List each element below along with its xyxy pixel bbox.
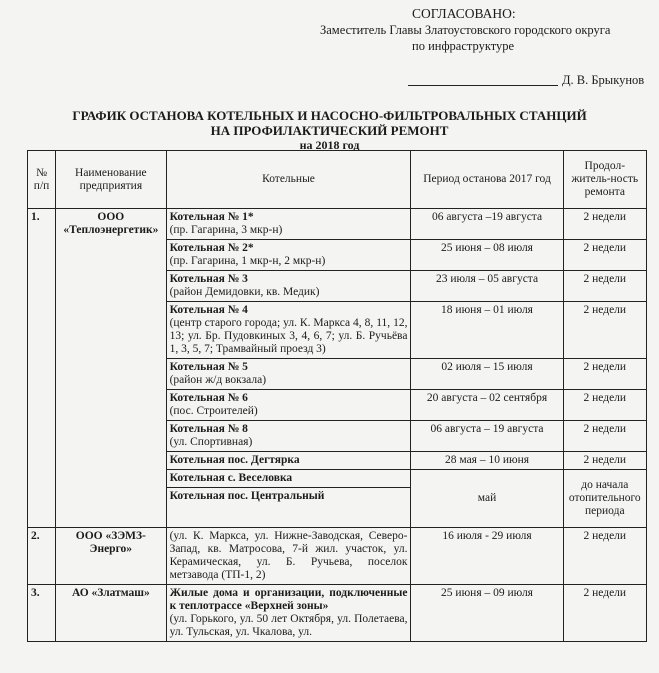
duration-cell: 2 недели [563,528,646,585]
boiler-name: Котельная № 8 [169,423,248,435]
row-number: 3. [28,585,56,642]
duration-cell: до начала отопительного периода [563,470,646,528]
duration-cell: 2 недели [563,240,646,271]
table-header-row [28,151,647,209]
schedule-table [27,150,647,642]
period-cell: 28 мая – 10 июня [411,452,563,470]
boiler-cell [166,470,411,488]
duration-cell: 2 недели [563,585,646,642]
document-year: на 2018 год [299,138,360,152]
period-cell: 06 августа –19 августа [411,209,563,240]
boiler-cell [166,271,411,302]
boiler-desc: (ул. Спортивная) [169,436,253,448]
header-period: Период останова 2017 год [411,151,563,209]
duration-cell: 2 недели [563,390,646,421]
boiler-name: Котельная с. Веселовка [169,472,293,484]
boiler-desc: (пр. Гагарина, 1 мкр-н, 2 мкр-н) [169,255,326,267]
org-name: ООО «Теплоэнергетик» [56,209,166,528]
header-no: № п/п [28,151,56,209]
boiler-name: Котельная пос. Центральный [169,490,325,502]
duration-cell: 2 недели [563,209,646,240]
row-number: 1. [28,209,56,528]
period-cell: 20 августа – 02 сентября [411,390,563,421]
approval-position: Заместитель Главы Златоустовского городского округа [320,23,611,37]
boiler-desc: (ул. Горького, ул. 50 лет Октября, ул. Полетаева, ул. Тульская, ул. Чкалова, ул. [169,613,408,638]
boiler-name: Котельная № 2* [169,242,254,254]
boiler-name: Котельная № 5 [169,361,248,373]
signature-underline [408,85,558,86]
boiler-desc: (район Демидовки, кв. Медик) [169,286,320,298]
boiler-cell [166,359,411,390]
header-boilers: Котельные [166,151,411,209]
table-row [28,209,647,240]
duration-cell: 2 недели [563,271,646,302]
period-cell: май [411,470,563,528]
period-cell: 16 июля - 29 июля [411,528,563,585]
period-cell: 02 июля – 15 июля [411,359,563,390]
boiler-desc: (пос. Строителей) [169,405,258,417]
duration-cell: 2 недели [563,359,646,390]
consumer-group: Жилые дома и организации, подключенные к теплотрассе «Верхней зоны» [169,587,408,612]
duration-cell: 2 недели [563,421,646,452]
approval-heading: СОГЛАСОВАНО: [412,6,516,21]
duration-cell: 2 недели [563,302,646,359]
table-row [28,528,647,585]
period-cell: 06 августа – 19 августа [411,421,563,452]
boiler-name: Котельная № 3 [169,273,248,285]
period-cell: 25 июня – 09 июля [411,585,563,642]
approval-block [320,6,650,87]
boiler-cell [166,240,411,271]
header-org: Наименование предприятия [56,151,166,209]
boiler-cell [166,585,411,642]
boiler-desc: (ул. К. Маркса, ул. Нижне-Заводская, Северо-Запад, кв. Матросова, 7-й жил. участок, ул. Керамическая, ул. Б. Ручьева, поселок метзавода (ТП-1, 2) [166,528,411,585]
header-duration: Продол-житель-ность ремонта [563,151,646,209]
boiler-desc: (центр старого города; ул. К. Маркса 4, 8, 11, 12, 13; ул. Бр. Пудовкиных 3, 4, 6, 7; ул. Б. Ручьёва 1, 3, 5, 7; Трамвайный проезд 3) [169,317,408,355]
document-title: ГРАФИК ОСТАНОВА КОТЕЛЬНЫХ И НАСОСНО-ФИЛЬТРОВАЛЬНЫХ СТАНЦИЙ [72,108,587,123]
boiler-cell [166,488,411,528]
boiler-cell [166,302,411,359]
row-number: 2. [28,528,56,585]
boiler-name: Котельная № 1* [169,211,254,223]
period-cell: 25 июня – 08 июля [411,240,563,271]
boiler-desc: (пр. Гагарина, 3 мкр-н) [169,224,283,236]
document-title-cont: НА ПРОФИЛАКТИЧЕСКИЙ РЕМОНТ [210,123,449,138]
boiler-cell [166,390,411,421]
boiler-cell [166,209,411,240]
approval-position-cont: по инфраструктуре [412,39,515,53]
org-name: АО «Златмаш» [56,585,166,642]
boiler-name: Котельная № 4 [169,304,248,316]
boiler-cell [166,421,411,452]
boiler-cell [166,452,411,470]
period-cell: 18 июня – 01 июля [411,302,563,359]
boiler-desc: (район ж/д вокзала) [169,374,267,386]
boiler-name: Котельная пос. Дегтярка [169,454,300,466]
boiler-name: Котельная № 6 [169,392,248,404]
table-row [28,585,647,642]
duration-cell: 2 недели [563,452,646,470]
org-name: ООО «ЗЭМЗ-Энерго» [56,528,166,585]
signer-name: Д. В. Брыкунов [562,73,645,87]
period-cell: 23 июля – 05 августа [411,271,563,302]
